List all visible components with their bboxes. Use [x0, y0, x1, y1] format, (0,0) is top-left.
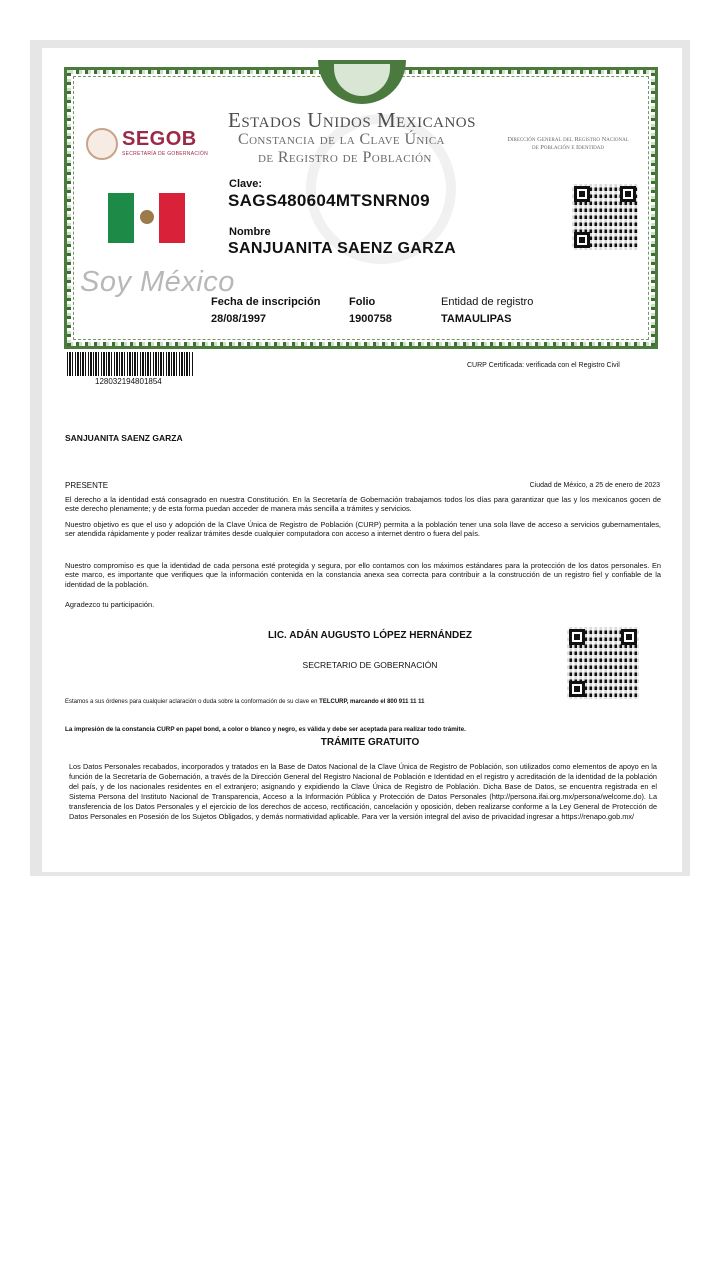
fecha-inscripcion-value: 28/08/1997: [211, 313, 267, 325]
letter-paragraph: Nuestro compromiso es que la identidad de cada persona esté protegida y segura, por ello contamos con los máximos estándares para la protección de los datos personales. En este marco, es importante que verifiques que la información contenida en la constancia anexa sea correcta para contribuir a la construcción de un registro fiel y confiable de la identidad de la población.: [65, 561, 661, 589]
letter-paragraph: Nuestro objetivo es que el uso y adopción de la Clave Única de Registro de Población (CURP) permita a la población tener una sola llave de acceso a servicios gubernamentales, ser atendida rápidamente y poder realizar trámites desde cualquier computadora con acceso a internet dentro o fuera del país.: [65, 520, 661, 539]
certificate-title-line-2: de Registro de Población: [258, 149, 432, 166]
qr-code-icon: [567, 627, 639, 699]
barcode-number: 128032194801854: [95, 377, 162, 386]
folio-value: 1900758: [349, 313, 392, 325]
nombre-label: Nombre: [229, 226, 271, 238]
print-validity-note: La impresión de la constancia CURP en papel bond, a color o blanco y negro, es válida y debe ser aceptada para realizar todo trámite.: [65, 726, 466, 733]
clave-label: Clave:: [229, 178, 263, 190]
entidad-value: TAMAULIPAS: [441, 313, 512, 325]
nombre-value: SANJUANITA SAENZ GARZA: [228, 240, 456, 257]
border-pattern: [67, 70, 71, 346]
signatory-name: LIC. ADÁN AUGUSTO LÓPEZ HERNÁNDEZ: [267, 630, 473, 641]
certificate-title-line-1: Constancia de la Clave Única: [238, 131, 445, 148]
privacy-notice: Los Datos Personales recabados, incorporados y tratados en la Base de Datos Nacional de la Clave Única de Registro de Población, son utilizados como elementos de apoyo en la función de la Secretaría de Gobernación, a través de la Dirección General del Registro Nacional de Población e Identidad en el registro y acreditación de la identidad de la población del país, y de los nacionales residentes en el extranjero; asignando y expidiendo la Clave Única de Registro de Población. Dicha Base de Datos, se encuentra registrada en el Sistema Persona del Instituto Nacional de Transparencia, Acceso a la Información Pública y Protección de Datos Personales (http://persona.ifai.org.mx/persona/welcome.do). La transferencia de los Datos Personales y el ejercicio de los derechos de acceso, rectificación, cancelación y oposición, deben realizarse conforme a la Ley General de Protección de Datos Personales en Posesión de los Sujetos Obligados, y demás normatividad aplicable. Para ver la versión integral del aviso de privacidad ingresar a https://renapo.gob.mx/: [69, 762, 657, 821]
segob-emblem-icon: [86, 128, 118, 160]
curp-certification-note: CURP Certificada: verificada con el Registro Civil: [467, 362, 620, 369]
contact-phone: TELCURP, marcando el 800 911 11 11: [319, 699, 425, 705]
segob-logo: SEGOB: [122, 128, 197, 150]
barcode-icon: [67, 352, 193, 376]
directorate-name: Dirección General del Registro Nacional de Población e Identidad: [507, 136, 629, 151]
clave-value: SAGS480604MTSNRN09: [228, 191, 430, 210]
letter-closing: Agradezco tu participación.: [65, 600, 155, 609]
date-line: Ciudad de México, a 25 de enero de 2023: [529, 482, 660, 489]
recipient-name: SANJUANITA SAENZ GARZA: [65, 433, 183, 443]
border-pattern: [67, 342, 655, 346]
contact-prefix: Estamos a sus órdenes para cualquier aclaración o duda sobre la conformación de su clave en: [65, 699, 318, 705]
segob-subtitle: SECRETARÍA DE GOBERNACIÓN: [122, 151, 209, 157]
letter-paragraph: El derecho a la identidad está consagrado en nuestra Constitución. En la Secretaría de Gobernación trabajamos todos los días para garantizar que las y los mexicanos gocen de este derecho plenamente; y de esta forma puedan acceder de manera más sencilla a trámites y servicios.: [65, 495, 661, 514]
salutation: PRESENTE: [65, 481, 109, 490]
border-pattern: [651, 70, 655, 346]
country-heading: Estados Unidos Mexicanos: [228, 108, 476, 132]
signatory-title: SECRETARIO DE GOBERNACIÓN: [302, 660, 438, 670]
folio-label: Folio: [349, 296, 376, 308]
contact-line: [65, 699, 424, 705]
slogan: Soy México: [80, 266, 235, 298]
fecha-inscripcion-label: Fecha de inscripción: [211, 296, 321, 308]
entidad-label: Entidad de registro: [441, 296, 534, 308]
mexican-flag-icon: [108, 193, 185, 243]
free-procedure-label: TRÁMITE GRATUITO: [320, 737, 420, 748]
qr-code-icon: [572, 184, 638, 250]
